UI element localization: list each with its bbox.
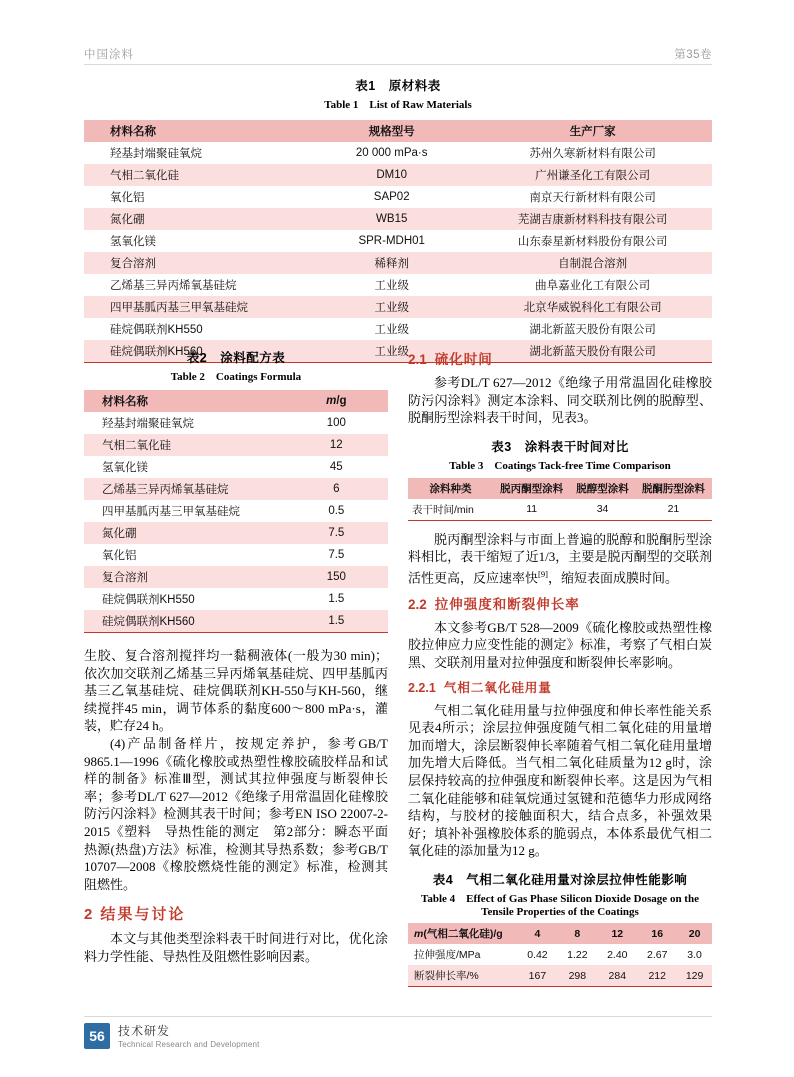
table2-container [84, 348, 388, 633]
table4-cell: 0.42 [517, 944, 557, 965]
table2-cell: 6 [285, 478, 388, 500]
left-paragraph-2: (4)产品制备样片，按规定养护，参考GB/T 9865.1—1996《硫化橡胶或热塑性橡胶硫胶样品和试样的制备》标准Ⅲ型，测试其拉伸强度与断裂伸长率；参考DL/T 627—2012《绝缘子用常温固化硅橡胶防污闪涂料》检测其表干时间；参考EN ISO 22007-2-2015《塑料 导热性能的测定 第2部分：瞬态平面热源(热盘)方法》标准，检测其导热系数；参考GB/T 10707—2008《橡胶燃烧性能的测定》标准，检测其阻燃性。 [84, 735, 388, 892]
table4-cell: 1.22 [557, 944, 597, 965]
table3-header-cell: 脱丙酮型涂料 [493, 478, 570, 499]
table-row [84, 522, 388, 544]
table3-title-cn: 表3 涂料表干时间对比 [491, 439, 629, 454]
table-row [408, 944, 712, 965]
table1-cell: DM10 [310, 164, 473, 186]
table1-cell: 复合溶剂 [84, 252, 310, 274]
table4 [408, 923, 712, 987]
table1-cell: 山东泰星新材料股份有限公司 [473, 230, 712, 252]
table2-cell: 1.5 [285, 588, 388, 610]
section-2-2-1-number: 2.2.1 [408, 680, 436, 695]
table-row [84, 412, 388, 434]
table4-header-label: m(气相二氧化硅)/g [408, 923, 517, 944]
table1-cell: 氢氧化镁 [84, 230, 310, 252]
table-row [84, 456, 388, 478]
table4-header-cell: 8 [557, 923, 597, 944]
table-row [84, 186, 712, 208]
table2-cell: 硅烷偶联剂KH560 [84, 610, 285, 633]
table-row [408, 965, 712, 987]
section-heading-2-1 [408, 348, 712, 368]
table2-cell: 复合溶剂 [84, 566, 285, 588]
table2-title-en: Table 2 Coatings Formula [170, 371, 302, 383]
left-paragraph-1: 生胶、复合溶剂搅拌均一黏稠液体(一般为30 min)；依次加交联剂乙烯基三异丙烯氧基硅烷、四甲基胍丙基三乙氧基硅烷、硅烷偶联剂KH-550与KH-560，继续搅拌45 min，调节体系的黏度600～800 mPa·s，灌装，贮存24 h。 [84, 648, 388, 734]
table2-cell: 羟基封端聚硅氧烷 [84, 412, 285, 434]
table4-cell: 212 [637, 965, 677, 987]
table1-cell: 自制混合溶剂 [473, 252, 712, 274]
table1-cell: 工业级 [310, 340, 473, 363]
table2-cell: 氮化硼 [84, 522, 285, 544]
table3-container [408, 437, 712, 521]
footer-label-en: Technical Research and Development [118, 1040, 260, 1049]
table4-cell: 2.67 [637, 944, 677, 965]
page-footer [84, 1022, 260, 1049]
table1-cell: 湖北新蓝天股份有限公司 [473, 340, 712, 363]
table-row [84, 208, 712, 230]
table1-title-cn: 表1 原材料表 [355, 79, 441, 93]
table4-cell: 298 [557, 965, 597, 987]
table1-header-cell: 生产厂家 [473, 120, 712, 142]
right-column [408, 348, 712, 987]
table3-cell: 34 [570, 499, 635, 521]
table2-cell: 硅烷偶联剂KH550 [84, 588, 285, 610]
table3-cell: 11 [493, 499, 570, 521]
table4-cell: 284 [597, 965, 637, 987]
volume-label: 第35卷 [674, 49, 712, 61]
table1-cell: WB15 [310, 208, 473, 230]
table4-header-row [408, 923, 712, 944]
table-row [84, 252, 712, 274]
table2-cell: 1.5 [285, 610, 388, 633]
table2-title-cn: 表2 涂料配方表 [186, 351, 286, 365]
section-2-2-1-title: 气相二氧化硅用量 [443, 680, 552, 695]
section-heading-2-2-1 [408, 678, 712, 696]
section-heading-2 [84, 903, 388, 924]
table-row [84, 296, 712, 318]
table2-cell: 四甲基胍丙基三甲氧基硅烷 [84, 500, 285, 522]
table2-header-row [84, 390, 388, 412]
table2-cell: 乙烯基三异丙烯氧基硅烷 [84, 478, 285, 500]
table1-header-cell: 规格型号 [310, 120, 473, 142]
page-number: 56 [84, 1023, 110, 1049]
table4-row-label: 断裂伸长率/% [408, 965, 517, 987]
table1-cell: 氮化硼 [84, 208, 310, 230]
right-paragraph-2: 脱丙酮型涂料与市面上普遍的脱醇和脱酮肟型涂料相比，表干缩短了近1/3，主要是脱丙酮型的交联剂活性更高，反应速率快[9]，缩短表面成膜时间。 [408, 531, 712, 586]
section-2-title: 结果与讨论 [100, 906, 186, 924]
journal-name: 中国涂料 [84, 49, 134, 61]
table1-cell: 工业级 [310, 274, 473, 296]
table1-cell: 20 000 mPa·s [310, 142, 473, 164]
table3-header-cell: 脱酮肟型涂料 [635, 478, 712, 499]
table2-cell: 7.5 [285, 544, 388, 566]
header-divider [84, 64, 712, 65]
section-2-1-number: 2.1 [408, 352, 427, 367]
table4-title-en: Table 4 Effect of Gas Phase Silicon Dioxide Dosage on the Tensile Properties of the Coatings [421, 893, 699, 919]
table-row [84, 478, 388, 500]
table2 [84, 390, 388, 633]
table3-header-cell: 脱醇型涂料 [570, 478, 635, 499]
table-row [84, 142, 712, 164]
section-heading-2-2 [408, 593, 712, 613]
table1-title-en: Table 1 List of Raw Materials [324, 99, 472, 111]
table-row [84, 274, 712, 296]
table1-cell: 广州谦圣化工有限公司 [473, 164, 712, 186]
table2-cell: 7.5 [285, 522, 388, 544]
table3 [408, 478, 712, 521]
table-row [408, 499, 712, 521]
table4-header-cell: 16 [637, 923, 677, 944]
table1-header-cell: 材料名称 [84, 120, 310, 142]
table1-cell: 南京天行新材料有限公司 [473, 186, 712, 208]
table2-cell: 氢氧化镁 [84, 456, 285, 478]
table1-cell: 气相二氧化硅 [84, 164, 310, 186]
table1-cell: 硅烷偶联剂KH550 [84, 318, 310, 340]
table2-cell: 45 [285, 456, 388, 478]
table1-cell: 四甲基胍丙基三甲氧基硅烷 [84, 296, 310, 318]
table2-header-cell: m/g [285, 390, 388, 412]
table4-cell: 3.0 [677, 944, 712, 965]
table2-cell: 气相二氧化硅 [84, 434, 285, 456]
table4-cell: 2.40 [597, 944, 637, 965]
table1 [84, 120, 712, 363]
table1-header-row [84, 120, 712, 142]
table3-title-en: Table 3 Coatings Tack-free Time Comparison [449, 459, 671, 472]
table4-title-cn: 表4 气相二氧化硅用量对涂层拉伸性能影响 [432, 873, 688, 888]
table1-cell: 稀释剂 [310, 252, 473, 274]
table-row [84, 434, 388, 456]
table1-cell: 羟基封端聚硅氧烷 [84, 142, 310, 164]
table-row [84, 588, 388, 610]
right-paragraph-1: 参考DL/T 627—2012《绝缘子用常温固化硅橡胶防污闪涂料》测定本涂料、同交联剂比例的脱醇型、脱酮肟型涂料表干时间，见表3。 [408, 375, 712, 426]
table1-cell: SPR-MDH01 [310, 230, 473, 252]
table3-row-label: 表干时间/min [408, 499, 493, 521]
table2-cell: 100 [285, 412, 388, 434]
section-2-number: 2 [84, 906, 93, 924]
table4-row-label: 拉伸强度/MPa [408, 944, 517, 965]
right-paragraph-3: 本文参考GB/T 528—2009《硫化橡胶或热塑性橡胶拉伸应力应变性能的测定》标准，考察了气相白炭黑、交联剂用量对拉伸强度和断裂伸长率影响。 [408, 619, 712, 671]
table3-cell: 21 [635, 499, 712, 521]
table4-header-cell: 4 [517, 923, 557, 944]
table1-cell: 工业级 [310, 318, 473, 340]
footer-divider [84, 1016, 712, 1017]
table4-cell: 167 [517, 965, 557, 987]
table4-header-cell: 12 [597, 923, 637, 944]
footer-label-cn: 技术研发 [118, 1024, 171, 1038]
table2-cell: 0.5 [285, 500, 388, 522]
section-2-2-number: 2.2 [408, 596, 427, 612]
table2-cell: 12 [285, 434, 388, 456]
left-column [84, 348, 388, 966]
table1-cell: SAP02 [310, 186, 473, 208]
table2-cell: 氧化铝 [84, 544, 285, 566]
table2-header-cell: 材料名称 [84, 390, 285, 412]
table1-cell: 氧化铝 [84, 186, 310, 208]
table1-cell: 乙烯基三异丙烯氧基硅烷 [84, 274, 310, 296]
table2-cell: 150 [285, 566, 388, 588]
table-row [84, 164, 712, 186]
table1-cell: 曲阜嘉业化工有限公司 [473, 274, 712, 296]
table3-header-cell: 涂料种类 [408, 478, 493, 499]
table-row [84, 610, 388, 633]
table1-cell: 工业级 [310, 296, 473, 318]
table4-cell: 129 [677, 965, 712, 987]
table4-header-cell: 20 [677, 923, 712, 944]
table3-header-row [408, 478, 712, 499]
left-paragraph-3: 本文与其他类型涂料表干时间进行对比，优化涂料力学性能、导热性及阻燃性影响因素。 [84, 931, 388, 964]
section-2-2-title: 拉伸强度和断裂伸长率 [434, 596, 580, 612]
right-paragraph-4: 气相二氧化硅用量与拉伸强度和伸长率性能关系见表4所示；涂层拉伸强度随气相二氧化硅的用量增加而增大，涂层断裂伸长率随着气相二氧化硅用量增加先增大后降低。当气相二氧化硅质量为12 g时，涂层保持较高的拉伸强度和断裂伸长率。这是因为气相二氧化硅能够和硅氧烷通过氢键和范德华力形成网络结构，与胶材的接触面积大，结合点多，补强效果好；填补补强橡胶体系的脆弱点，本体系最优气相二氧化硅的添加量为12 g。 [408, 702, 712, 859]
table-row [84, 230, 712, 252]
table1-cell: 苏州久寒新材料有限公司 [473, 142, 712, 164]
table-row [84, 544, 388, 566]
table-row [84, 566, 388, 588]
table1-cell: 北京华威锐科化工有限公司 [473, 296, 712, 318]
table-row [84, 318, 712, 340]
table-row [84, 500, 388, 522]
table1-cell: 芜湖吉康新材料科技有限公司 [473, 208, 712, 230]
table1-cell: 湖北新蓝天股份有限公司 [473, 318, 712, 340]
table1-cell: 硅烷偶联剂KH560 [84, 340, 310, 363]
table4-container [408, 870, 712, 987]
table1-container [84, 76, 712, 363]
page-header [84, 46, 712, 62]
section-2-1-title: 硫化时间 [434, 352, 493, 367]
